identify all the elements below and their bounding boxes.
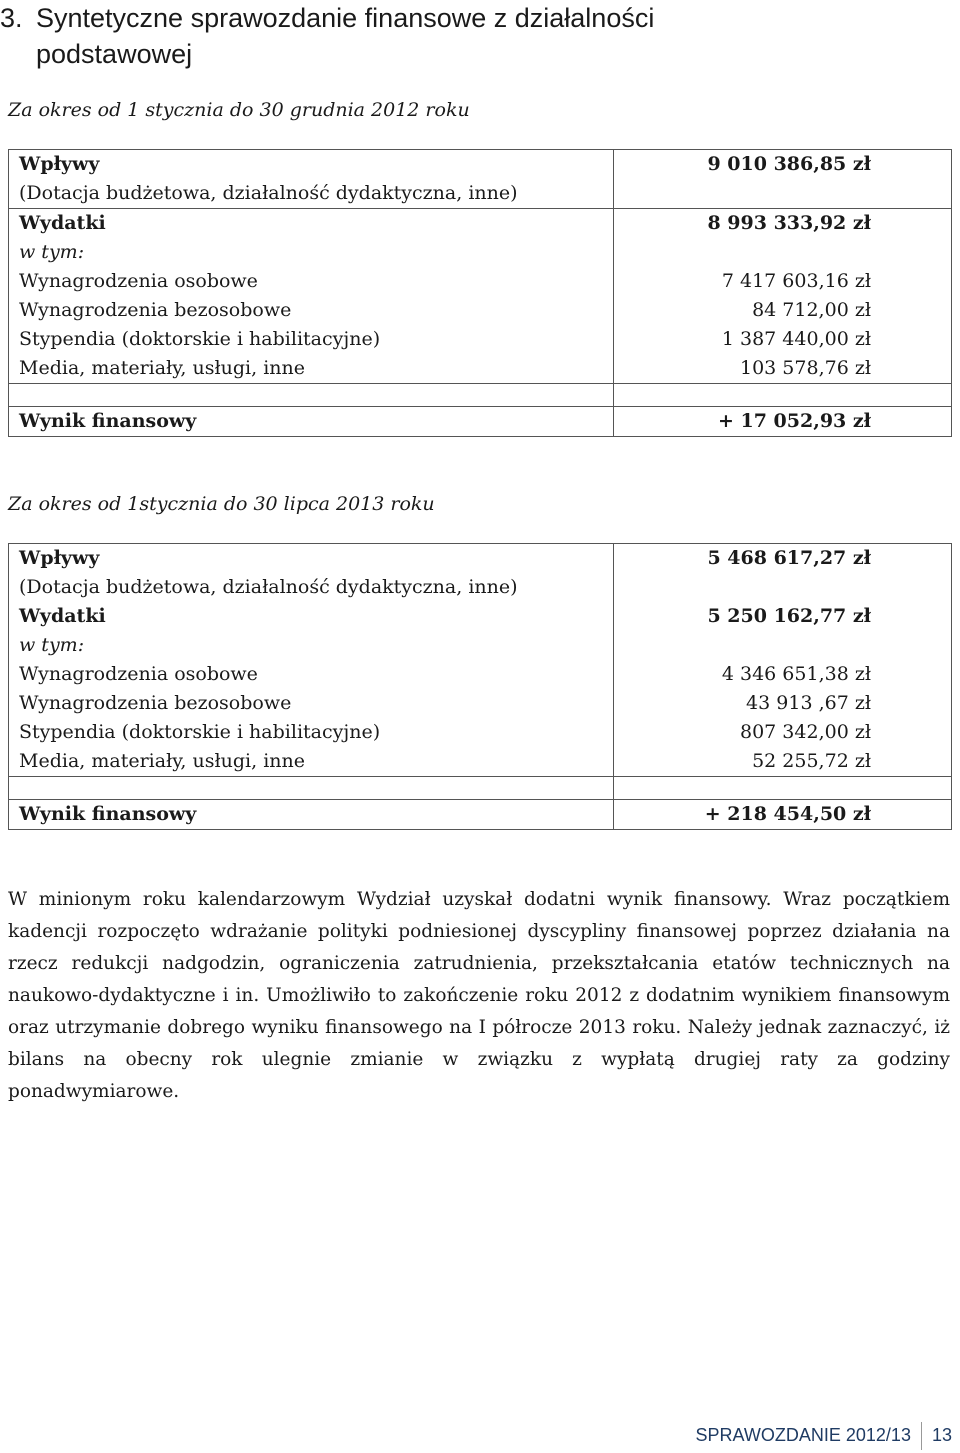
page-number: 13 bbox=[931, 1424, 952, 1445]
expense-value: 8 993 333,92 zł bbox=[707, 212, 871, 234]
table-row bbox=[9, 209, 952, 384]
row-label: Wynagrodzenia osobowe bbox=[19, 270, 258, 292]
row-value: 7 417 603,16 zł bbox=[721, 270, 871, 292]
income-sub: (Dotacja budżetowa, działalność dydaktyczna, inne) bbox=[19, 576, 518, 598]
income-cell bbox=[9, 544, 614, 777]
table-row bbox=[9, 544, 952, 777]
values-cell bbox=[614, 544, 952, 777]
table-row bbox=[9, 777, 952, 800]
row-label: Wynagrodzenia bezosobowe bbox=[19, 692, 292, 714]
row-label: Media, materiały, usługi, inne bbox=[19, 750, 306, 772]
including-label: w tym: bbox=[19, 634, 85, 656]
including-label: w tym: bbox=[19, 241, 85, 263]
footer-title: SPRAWOZDANIE 2012/13 bbox=[695, 1424, 911, 1445]
financial-table-2012 bbox=[8, 149, 952, 437]
row-label: Stypendia (doktorskie i habilitacyjne) bbox=[19, 721, 381, 743]
period-2012: Za okres od 1 stycznia do 30 grudnia 2012 roku bbox=[8, 99, 470, 121]
period-2013: Za okres od 1stycznia do 30 lipca 2013 roku bbox=[8, 493, 435, 515]
page-footer bbox=[696, 1422, 952, 1450]
row-value: 1 387 440,00 zł bbox=[721, 328, 871, 350]
row-label: Stypendia (doktorskie i habilitacyjne) bbox=[19, 328, 381, 350]
row-label: Wynagrodzenia bezosobowe bbox=[19, 299, 292, 321]
table-row bbox=[9, 800, 952, 830]
summary-paragraph: W minionym roku kalendarzowym Wydział uzyskał dodatni wynik finansowy. Wraz początkiem kadencji rozpoczęto wdrażanie polityki podniesionej dyscypliny finansowej poprzez działania na rzecz redukcji nadgodzin, ograniczenia zatrudnienia, przekształcania etatów technicznych na naukowo-dydaktyczne i in. Umożliwiło to zakończenie roku 2012 z dodatnim wynikiem finansowym oraz utrzymanie dobrego wyniku finansowego na I półrocze 2013 roku. Należy jednak zaznaczyć, iż bilans na obecny rok ulegnie zmianie w związku z wypłatą drugiej raty za godziny ponadwymiarowe. bbox=[8, 889, 950, 1102]
expense-label: Wydatki bbox=[19, 212, 106, 234]
financial-table-2013 bbox=[8, 543, 952, 830]
income-label: Wpływy bbox=[19, 547, 100, 569]
row-value: 4 346 651,38 zł bbox=[721, 663, 871, 685]
row-value: 52 255,72 zł bbox=[752, 750, 871, 772]
section-title-line2: podstawowej bbox=[36, 39, 193, 69]
income-sub: (Dotacja budżetowa, działalność dydaktyczna, inne) bbox=[19, 182, 518, 204]
income-value: 5 468 617,27 zł bbox=[707, 547, 871, 569]
result-label: Wynik finansowy bbox=[9, 800, 614, 830]
row-label: Media, materiały, usługi, inne bbox=[19, 357, 306, 379]
section-number: 3. bbox=[0, 3, 23, 33]
table-row bbox=[9, 407, 952, 437]
expense-values-cell bbox=[614, 209, 952, 384]
section-heading bbox=[0, 0, 950, 72]
table-row bbox=[9, 384, 952, 407]
row-value: 103 578,76 zł bbox=[740, 357, 871, 379]
table-row bbox=[9, 150, 952, 209]
row-value: 84 712,00 zł bbox=[752, 299, 871, 321]
result-value: + 218 454,50 zł bbox=[614, 800, 952, 830]
section-title-line1: Syntetyczne sprawozdanie finansowe z działalności bbox=[36, 3, 655, 33]
row-value: 807 342,00 zł bbox=[740, 721, 871, 743]
expense-value: 5 250 162,77 zł bbox=[707, 605, 871, 627]
footer-divider bbox=[921, 1422, 922, 1450]
income-value: 9 010 386,85 zł bbox=[614, 150, 952, 209]
result-value: + 17 052,93 zł bbox=[614, 407, 952, 437]
row-value: 43 913 ,67 zł bbox=[746, 692, 871, 714]
expense-cell bbox=[9, 209, 614, 384]
expense-label: Wydatki bbox=[19, 605, 106, 627]
row-label: Wynagrodzenia osobowe bbox=[19, 663, 258, 685]
result-label: Wynik finansowy bbox=[9, 407, 614, 437]
income-label: Wpływy bbox=[19, 153, 100, 175]
income-cell bbox=[9, 150, 614, 209]
